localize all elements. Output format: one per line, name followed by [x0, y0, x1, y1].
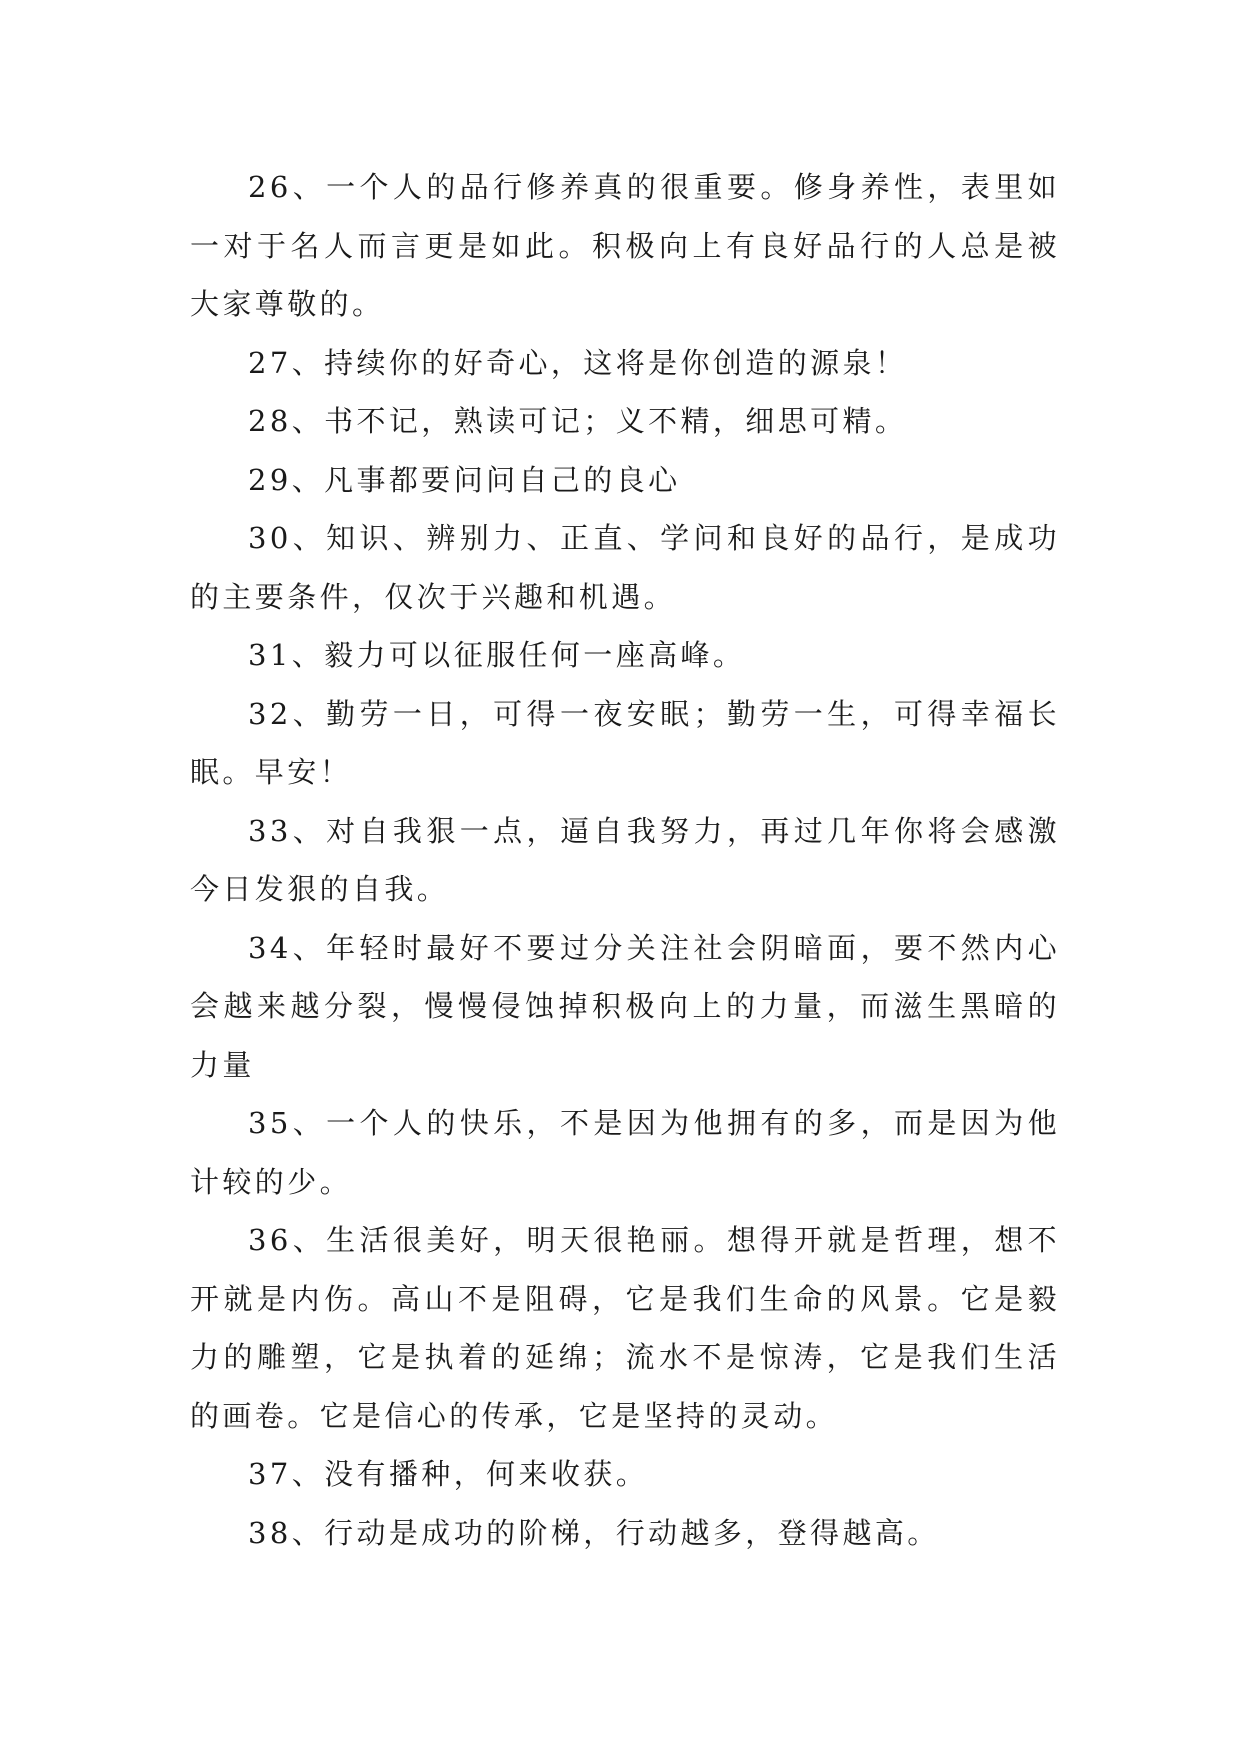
quote-paragraph-27: 27、持续你的好奇心，这将是你创造的源泉！ — [248, 345, 908, 380]
quote-paragraph-30: 30、知识、辨别力、正直、学问和良好的品行，是成功的主要条件，仅次于兴趣和机遇。 — [190, 521, 1060, 614]
quote-paragraph-31: 31、毅力可以征服任何一座高峰。 — [248, 638, 746, 672]
quote-paragraph-38: 38、行动是成功的阶梯，行动越多，登得越高。 — [248, 1515, 940, 1550]
document-body — [190, 158, 1060, 1562]
quote-paragraph-34: 34、年轻时最好不要过分关注社会阴暗面，要不然内心会越来越分裂，慢慢侵蚀掉积极向上的力量，而滋生黑暗的力量 — [190, 930, 1060, 1082]
quote-paragraph-29: 29、凡事都要问问自己的良心 — [248, 462, 681, 497]
quote-paragraph-37: 37、没有播种，何来收获。 — [248, 1457, 649, 1491]
quote-paragraph-33: 33、对自我狠一点，逼自我努力，再过几年你将会感激今日发狠的自我。 — [190, 813, 1060, 906]
quote-paragraph-35: 35、一个人的快乐，不是因为他拥有的多，而是因为他计较的少。 — [190, 1106, 1060, 1199]
quote-paragraph-26: 26、一个人的品行修养真的很重要。修身养性，表里如一对于名人而言更是如此。积极向上有良好品行的人总是被大家尊敬的。 — [190, 170, 1060, 321]
quote-paragraph-28: 28、书不记，熟读可记；义不精，细思可精。 — [248, 404, 908, 438]
quote-paragraph-36: 36、生活很美好，明天很艳丽。想得开就是哲理，想不开就是内伤。高山不是阻碍，它是我们生命的风景。它是毅力的雕塑，它是执着的延绵；流水不是惊涛，它是我们生活的画卷。它是信心的传承，它是坚持的灵动。 — [190, 1223, 1060, 1433]
quote-paragraph-32: 32、勤劳一日，可得一夜安眠；勤劳一生，可得幸福长眠。早安！ — [190, 696, 1060, 789]
